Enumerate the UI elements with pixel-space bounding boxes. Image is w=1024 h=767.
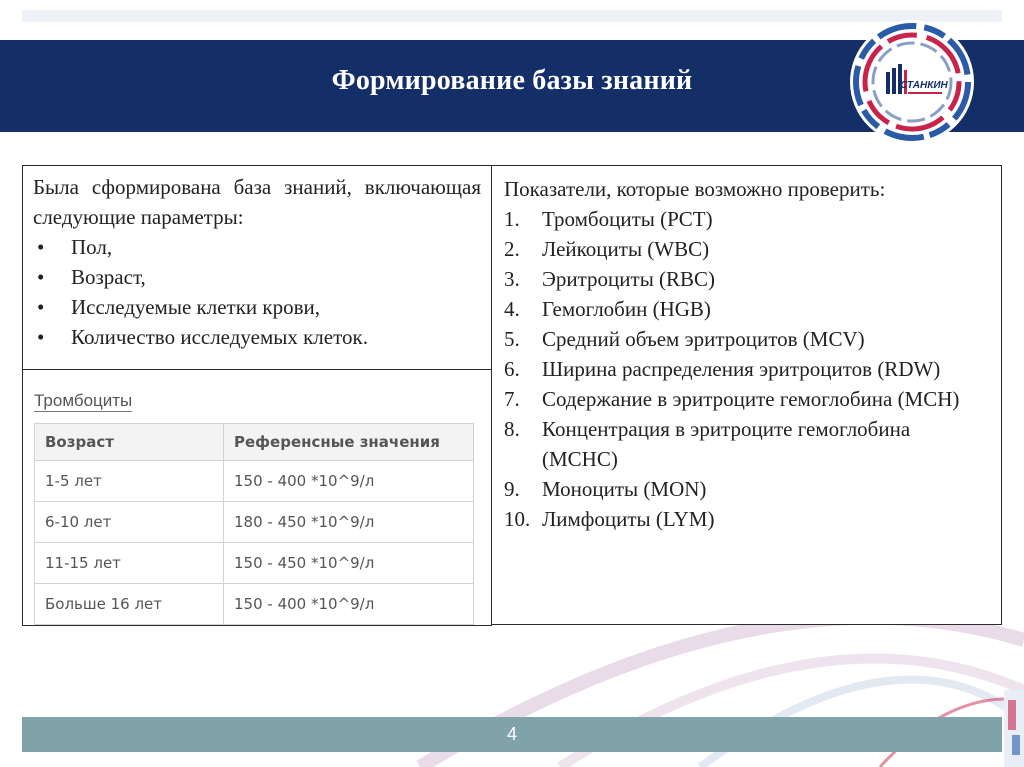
indicators-heading: Показатели, которые возможно проверить: xyxy=(504,177,886,201)
bullet-icon: • xyxy=(37,295,45,319)
item-number: 6. xyxy=(504,357,520,381)
table-row xyxy=(35,584,474,625)
page-number: 4 xyxy=(506,724,517,744)
table-row xyxy=(35,502,474,543)
list-item xyxy=(504,234,991,264)
item-text: Содержание в эритроците гемоглобина (MCH) xyxy=(542,387,960,411)
list-item xyxy=(33,232,481,262)
cell-age: 6-10 лет xyxy=(35,502,224,543)
table-title: Тромбоциты xyxy=(34,391,133,410)
item-number: 9. xyxy=(504,477,520,501)
item-text: Ширина распределения эритроцитов (RDW) xyxy=(542,357,941,381)
item-number: 2. xyxy=(504,237,520,261)
cell-age: 1-5 лет xyxy=(35,461,224,502)
indicators-box xyxy=(491,165,1002,625)
item-number: 7. xyxy=(504,387,520,411)
logo-text: СТАНКИН xyxy=(900,80,948,91)
list-item xyxy=(504,414,991,474)
list-item xyxy=(504,354,991,384)
cell-value: 150 - 400 *10^9/л xyxy=(224,584,474,625)
list-item xyxy=(504,204,991,234)
item-text: Лимфоциты (LYM) xyxy=(542,507,715,531)
list-item xyxy=(33,292,481,322)
list-item xyxy=(504,324,991,354)
list-item xyxy=(504,294,991,324)
slide-title: Формирование базы знаний xyxy=(331,65,693,96)
item-number: 1. xyxy=(504,207,520,231)
cell-age: Больше 16 лет xyxy=(35,584,224,625)
item-number: 10. xyxy=(504,507,531,531)
cell-value: 180 - 450 *10^9/л xyxy=(224,502,474,543)
reference-table-box xyxy=(22,369,492,626)
list-item xyxy=(33,322,481,352)
header-age: Возраст xyxy=(35,424,224,461)
list-item xyxy=(504,264,991,294)
bullet-text: Возраст, xyxy=(71,265,146,289)
parameters-intro: Была сформирована база знаний, включающая следующие параметры: xyxy=(33,175,481,229)
item-text: Концентрация в эритроците гемоглобина (MCHC) xyxy=(542,417,911,471)
bullet-icon: • xyxy=(37,265,45,289)
bullet-text: Исследуемые клетки крови, xyxy=(71,295,321,319)
parameters-box xyxy=(22,165,492,370)
list-item xyxy=(504,474,991,504)
item-text: Тромбоциты (PCT) xyxy=(542,207,713,231)
bullet-icon: • xyxy=(37,325,45,349)
bullet-text: Количество исследуемых клеток. xyxy=(71,325,368,349)
table-header-row xyxy=(35,424,474,461)
reference-table xyxy=(34,423,474,625)
item-number: 3. xyxy=(504,267,520,291)
item-number: 5. xyxy=(504,327,520,351)
parameters-list xyxy=(33,232,481,352)
bullet-text: Пол, xyxy=(71,235,113,259)
item-text: Гемоглобин (HGB) xyxy=(542,297,711,321)
item-number: 8. xyxy=(504,417,520,441)
table-row xyxy=(35,461,474,502)
list-item xyxy=(33,262,481,292)
cell-value: 150 - 450 *10^9/л xyxy=(224,543,474,584)
item-text: Лейкоциты (WBC) xyxy=(542,237,710,261)
stankin-logo xyxy=(848,18,976,146)
header-reference: Референсные значения xyxy=(224,424,474,461)
bullet-icon: • xyxy=(37,235,45,259)
cell-age: 11-15 лет xyxy=(35,543,224,584)
cell-value: 150 - 400 *10^9/л xyxy=(224,461,474,502)
indicators-list xyxy=(504,204,991,534)
item-text: Моноциты (MON) xyxy=(542,477,707,501)
item-text: Эритроциты (RBC) xyxy=(542,267,716,291)
list-item xyxy=(504,384,991,414)
table-row xyxy=(35,543,474,584)
item-number: 4. xyxy=(504,297,520,321)
list-item xyxy=(504,504,991,534)
item-text: Средний объем эритроцитов (MCV) xyxy=(542,327,865,351)
